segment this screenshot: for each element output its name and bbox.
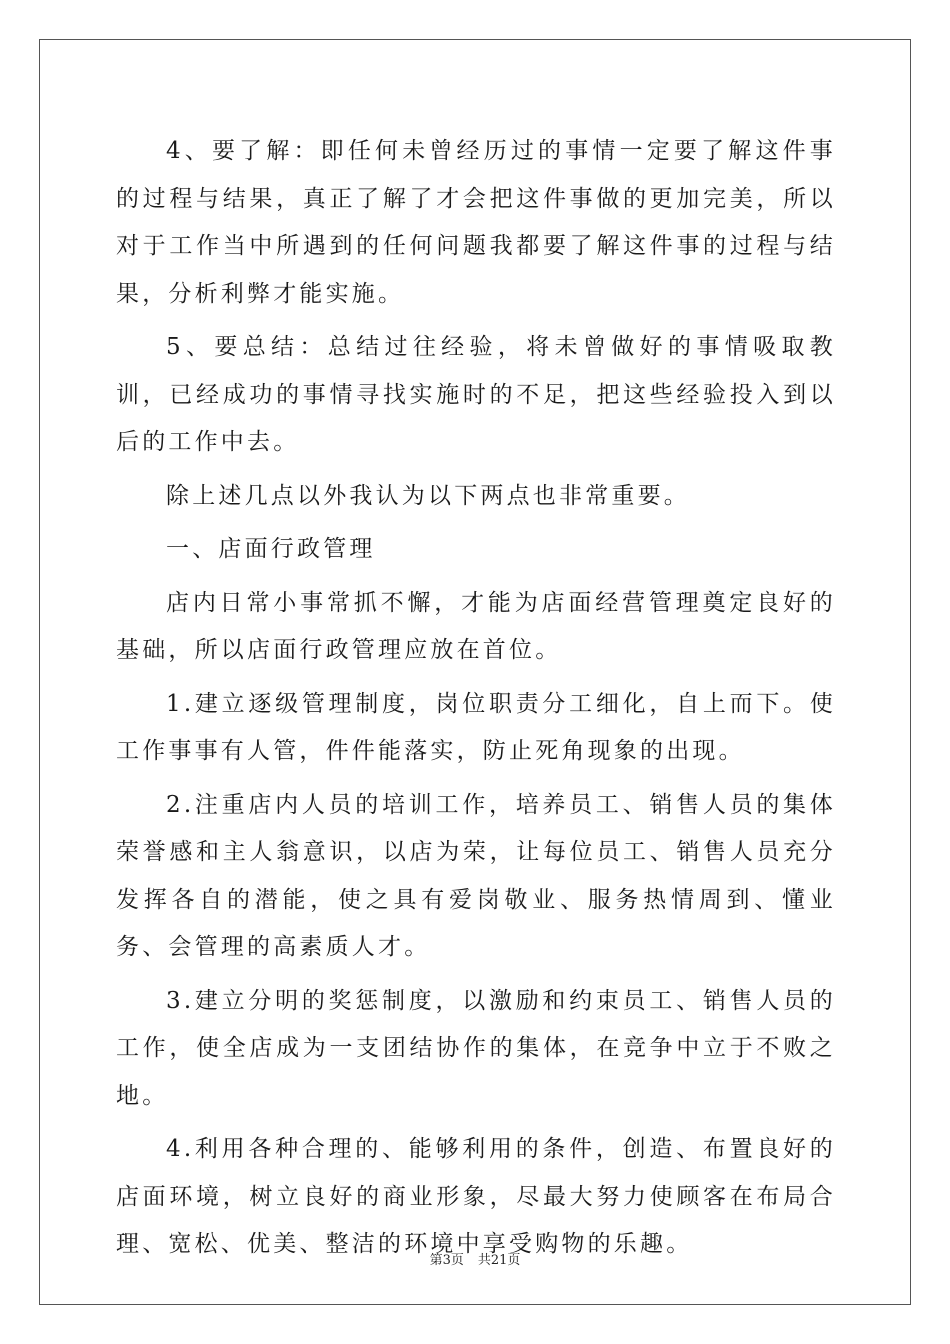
list-item-3: 3.建立分明的奖惩制度，以激励和约束员工、销售人员的工作，使全店成为一支团结协作的集体，在竞争中立于不败之地。: [116, 987, 836, 1109]
page-footer: [0, 1249, 950, 1268]
paragraph-point-5-summarize: 5、要总结：总结过往经验，将未曾做好的事情吸取教训，已经成功的事情寻找实施时的不足，把这些经验投入到以后的工作中去。: [116, 334, 836, 455]
paragraph-point-4-understand: 4、要了解：即任何未曾经历过的事情一定要了解这件事的过程与结果，真正了解了才会把这件事做的更加完美，所以对于工作当中所遇到的任何问题我都要了解这件事的过程与结果，分析利弊才能实施。: [116, 138, 836, 307]
paragraph-two-more-points: 除上述几点以外我认为以下两点也非常重要。: [166, 482, 690, 509]
list-item-2: 2.注重店内人员的培训工作，培养员工、销售人员的集体荣誉感和主人翁意识，以店为荣，让每位员工、销售人员充分发挥各自的潜能，使之具有爱岗敬业、服务热情周到、懂业务、会管理的高素质人才。: [116, 791, 836, 960]
document-body: [116, 128, 836, 1275]
list-item-1: 1.建立逐级管理制度，岗位职责分工细化，自上而下。使工作事事有人管，件件能落实，防止死角现象的出现。: [116, 690, 836, 764]
current-page-label: 第3页: [429, 1253, 464, 1268]
section-heading-store-admin: 一、店面行政管理: [166, 536, 376, 562]
paragraph-store-admin-intro: 店内日常小事常抓不懈，才能为店面经营管理奠定良好的基础，所以店面行政管理应放在首位。: [116, 589, 836, 663]
list-item-4: 4.利用各种合理的、能够利用的条件，创造、布置良好的店面环境，树立良好的商业形象，尽最大努力使顾客在布局合理、宽松、优美、整洁的环境中享受购物的乐趣。: [116, 1136, 836, 1257]
total-pages-label: 共21页: [477, 1253, 521, 1268]
